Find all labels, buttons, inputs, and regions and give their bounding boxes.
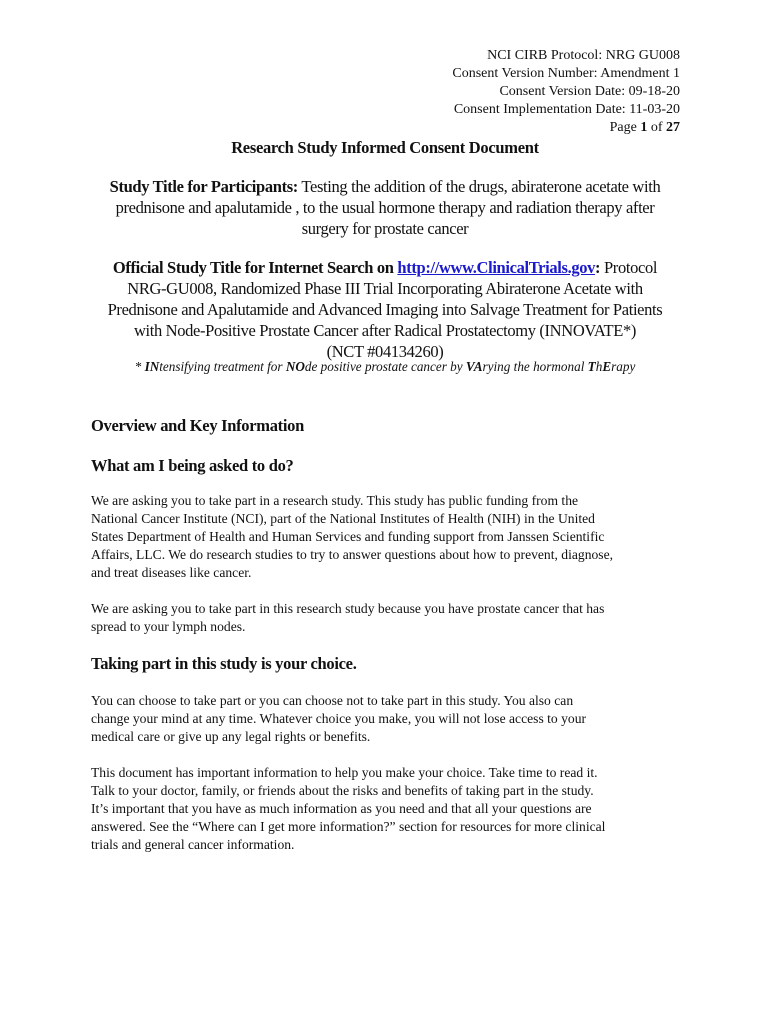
official-study-title: Official Study Title for Internet Search on http://www.ClinicalTrials.gov: Protocol NRG-GU008, Randomized Phase III Trial Incorporating Abiraterone Acetate with Prednisone and Apalutamide and Advanced Imaging into Salvage Treatment for Patients with Node-Positive Prostate Cancer after Radical Prostatectomy (INNOVATE*) (NCT #04134260) [107, 258, 663, 361]
clinicaltrials-link[interactable]: http://www.ClinicalTrials.gov [397, 258, 596, 277]
page-total: 27 [666, 120, 680, 135]
acronym-note: * INtensifying treatment for NOde positive prostate cancer by VArying the hormonal ThErapy [134, 359, 636, 374]
paragraph-choice: You can choose to take part or you can choose not to take part in this study. You also can change your mind at any time. Whatever choice you make, you will not lose access to your medical care or give up any legal rights or benefits. [91, 693, 587, 744]
paragraph-reason: We are asking you to take part in this research study because you have prostate cancer that has spread to your lymph nodes. [91, 601, 605, 634]
nct-number: (NCT #04134260) [326, 342, 444, 361]
overview-heading: Overview and Key Information [91, 416, 304, 435]
protocol-header [350, 47, 680, 137]
paragraph-information: This document has important information to help you make your choice. Take time to read it. Talk to your doctor, family, or friends about the risks and benefits of taking part in the study. It’s important that you have as much information as you need and that all your questions are answered. See the “Where can I get more information?” section for resources for more clinical trials and general cancer information. [91, 765, 606, 852]
consent-implementation-date: Consent Implementation Date: 11-03-20 [453, 102, 680, 117]
consent-version-date: Consent Version Date: 09-18-20 [499, 84, 680, 99]
document-title: Research Study Informed Consent Document [231, 138, 539, 157]
protocol-id: NCI CIRB Protocol: NRG GU008 [487, 48, 680, 63]
choice-heading: Taking part in this study is your choice. [91, 654, 357, 673]
page-number: Page 1 of 27 [609, 120, 680, 135]
official-title-label: Official Study Title for Internet Search on [112, 258, 398, 277]
page-current: 1 [640, 120, 648, 135]
consent-version-number: Consent Version Number: Amendment 1 [452, 66, 680, 81]
paragraph-funding: We are asking you to take part in a research study. This study has public funding from the National Cancer Institute (NCI), part of the National Institutes of Health (NIH) in the United States Department of Health and Human Services and funding support from Janssen Scientific Affairs, LLC. We do research studies to try to answer questions about how to prevent, diagnose, and treat diseases like cancer. [91, 493, 614, 580]
asked-heading: What am I being asked to do? [91, 456, 294, 475]
study-title-label: Study Title for Participants: [109, 177, 298, 196]
study-title-participants: Study Title for Participants: Testing the addition of the drugs, abiraterone acetate with prednisone and apalutamide , to the usual hormone therapy and radiation therapy after surgery for prostate cancer [109, 177, 661, 238]
